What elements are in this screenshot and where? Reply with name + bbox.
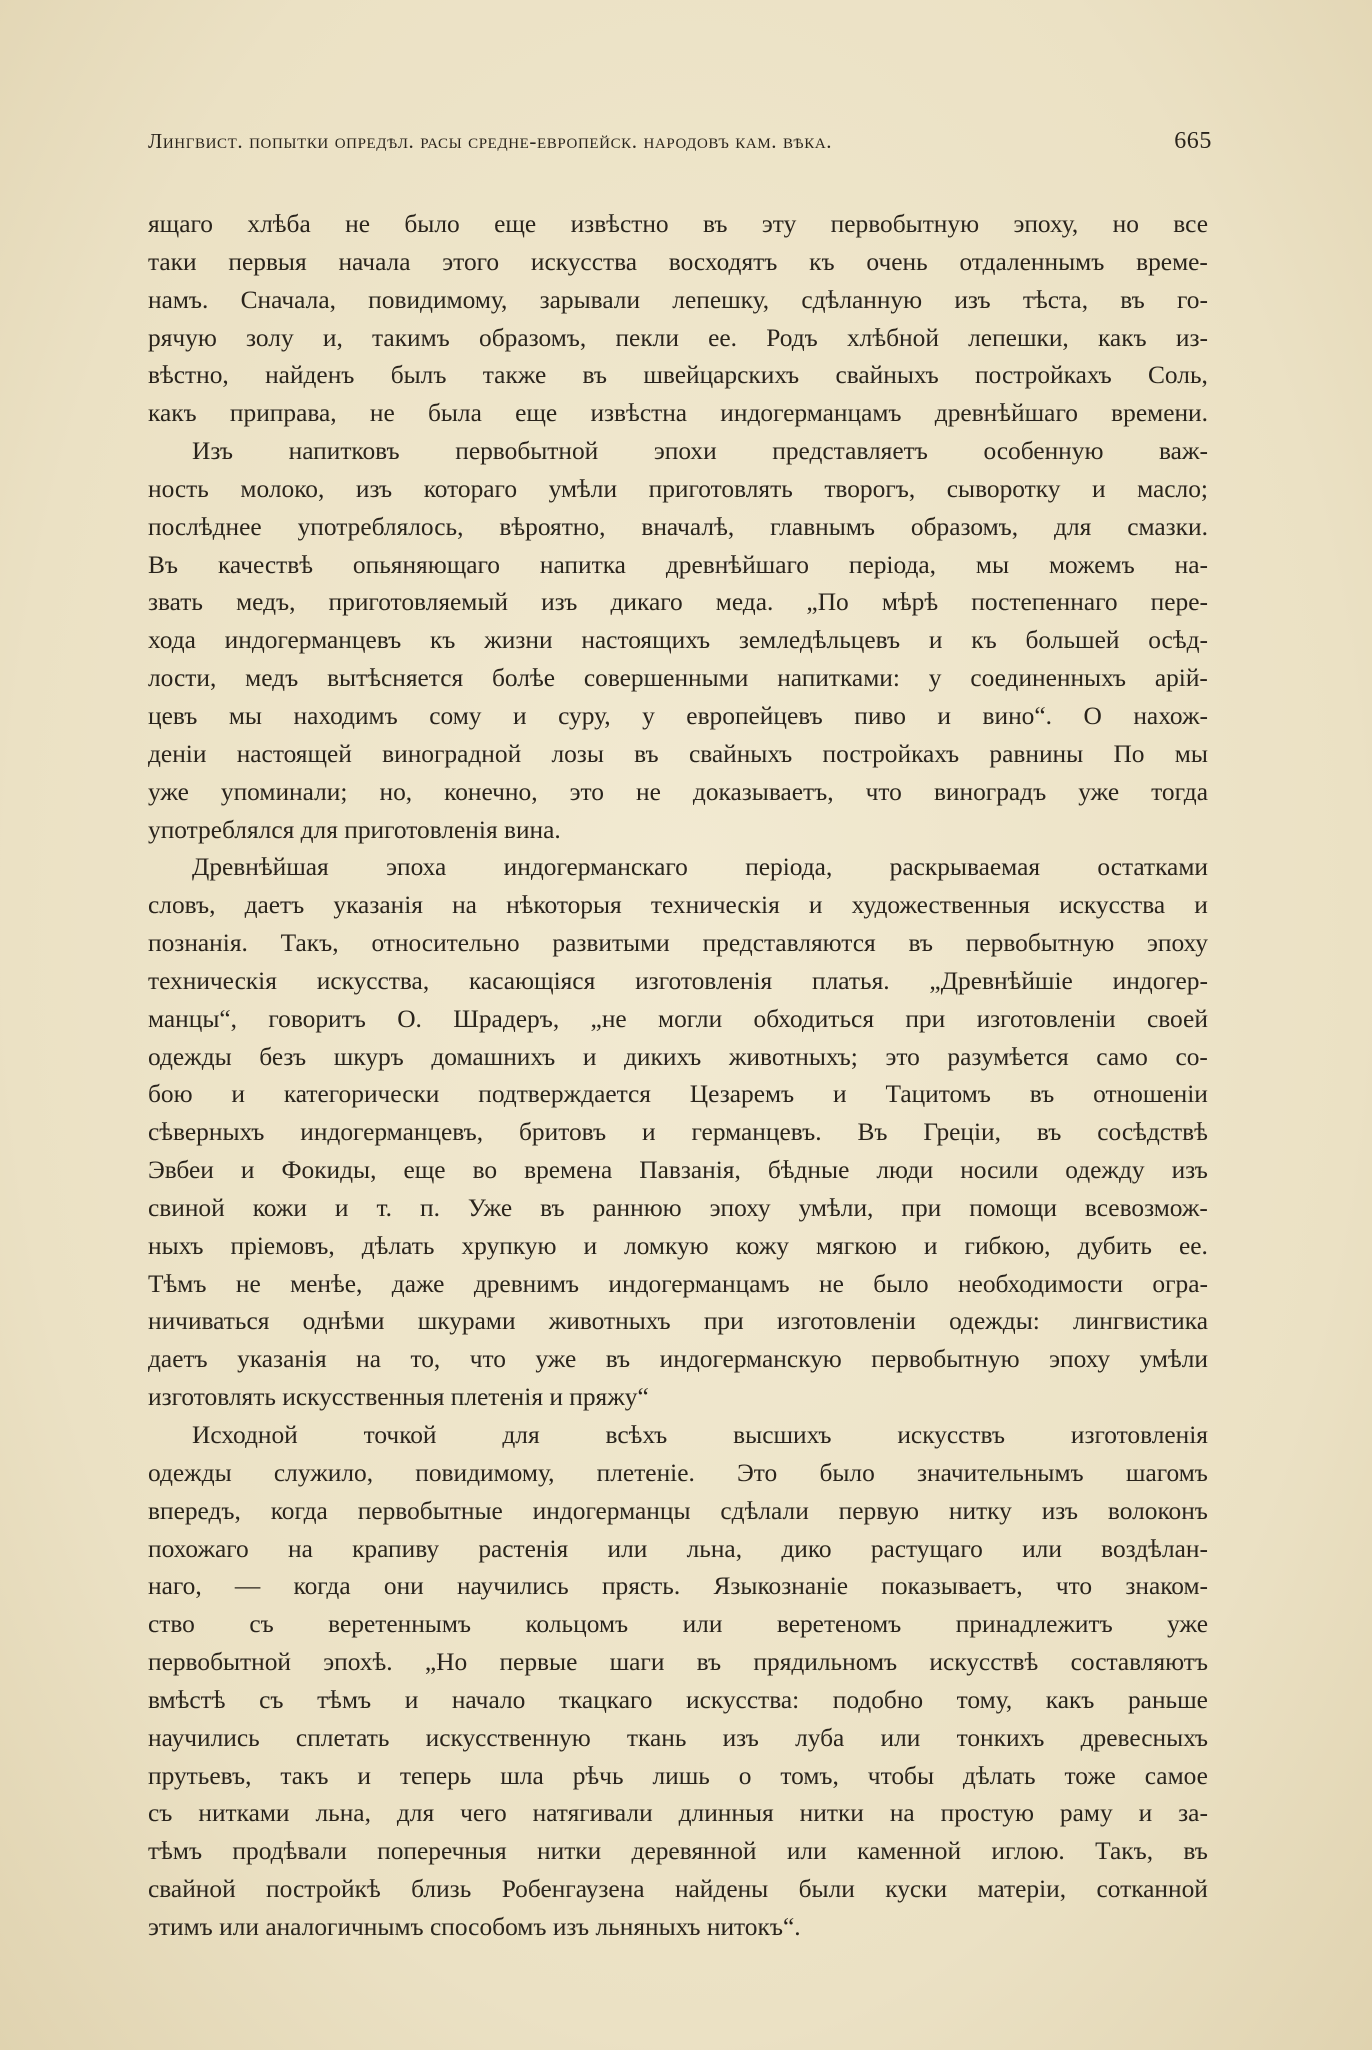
page-number: 665 (1174, 128, 1212, 154)
text-line: звать медъ, приготовляемый изъ дикаго меда. „По мѣрѣ постепеннаго пере- (148, 588, 1208, 617)
text-line: наго, — когда они научились прясть. Языкознаніе показываетъ, что знаком- (148, 1572, 1208, 1601)
running-header (148, 128, 1212, 155)
paragraph-last-line: изготовлять искусственныя плетенія и пряжу“ (148, 1383, 649, 1412)
text-line: цевъ мы находимъ сому и суру, у европейцевъ пиво и вино“. О нахож- (148, 701, 1208, 730)
text-line: ство съ веретеннымъ кольцомъ или веретеномъ принадлежитъ уже (148, 1610, 1208, 1639)
text-line: Эвбеи и Фокиды, еще во времена Павзанія, бѣдные люди носили одежду изъ (148, 1156, 1208, 1185)
text-line: даетъ указанія на то, что уже въ индогерманскую первобытную эпоху умѣли (148, 1345, 1208, 1374)
text-line: словъ, даетъ указанія на нѣкоторыя техническія и художественныя искусства и (148, 891, 1208, 920)
text-line: бою и категорически подтверждается Цезаремъ и Тацитомъ въ отношеніи (148, 1080, 1208, 1109)
text-line: деніи настоящей виноградной лозы въ свайныхъ постройкахъ равнины По мы (148, 739, 1208, 768)
text-line: уже упоминали; но, конечно, это не доказываетъ, что виноградъ уже тогда (148, 777, 1208, 806)
text-line: ничиваться однѣми шкурами животныхъ при изготовленіи одежды: лингвистика (148, 1307, 1208, 1336)
text-line: ящаго хлѣба не было еще извѣстно въ эту первобытную эпоху, но все (148, 210, 1208, 238)
text-line: прутьевъ, такъ и теперь шла рѣчь лишь о томъ, чтобы дѣлать тоже самое (148, 1761, 1208, 1790)
text-line: похожаго на крапиву растенія или льна, дико растущаго или воздѣлан- (148, 1534, 1208, 1563)
body-text (148, 206, 1208, 1947)
text-line: лости, медъ вытѣсняется болѣе совершенными напитками: у соединенныхъ арій- (148, 664, 1208, 693)
text-line: рячую золу и, такимъ образомъ, пекли ее. Родъ хлѣбной лепешки, какъ из- (148, 323, 1208, 352)
text-line: свайной постройкѣ близь Робенгаузена найдены были куски матеріи, сотканной (148, 1875, 1208, 1904)
text-line: какъ приправа, не была еще извѣстна индогерманцамъ древнѣйшаго времени. (148, 399, 1208, 428)
text-line: сѣверныхъ индогерманцевъ, бритовъ и германцевъ. Въ Греціи, въ сосѣдствѣ (148, 1118, 1208, 1147)
text-line: одежды служило, повидимому, плетеніе. Это было значительнымъ шагомъ (148, 1458, 1208, 1487)
text-line: вмѣстѣ съ тѣмъ и начало ткацкаго искусства: подобно тому, какъ раньше (148, 1685, 1208, 1714)
text-line: техническія искусства, касающіяся изготовленія платья. „Древнѣйшіе индогер- (148, 966, 1208, 995)
text-line: впередъ, когда первобытные индогерманцы сдѣлали первую нитку изъ волоконъ (148, 1496, 1208, 1525)
text-line: намъ. Сначала, повидимому, зарывали лепешку, сдѣланную изъ тѣста, въ го- (148, 285, 1208, 314)
text-line: первобытной эпохѣ. „Но первые шаги въ прядильномъ искусствѣ составляютъ (148, 1648, 1208, 1677)
text-line: таки первыя начала этого искусства восходятъ къ очень отдаленнымъ време- (148, 247, 1208, 276)
running-title: Лингвист. попытки опредѣл. расы средне-европейск. народовъ кам. вѣка. (148, 129, 833, 153)
text-line: одежды безъ шкуръ домашнихъ и дикихъ животныхъ; это разумѣется само со- (148, 1042, 1208, 1071)
text-line: научились сплетать искусственную ткань изъ луба или тонкихъ древесныхъ (148, 1723, 1208, 1752)
paragraph-last-line: этимъ или аналогичнымъ способомъ изъ льняныхъ нитокъ“. (148, 1912, 801, 1941)
text-line: ныхъ пріемовъ, дѣлать хрупкую и ломкую кожу мягкою и гибкою, дубить ее. (148, 1231, 1208, 1260)
text-line: свиной кожи и т. п. Уже въ раннюю эпоху умѣли, при помощи всевозмож- (148, 1193, 1208, 1222)
text-line: хода индогерманцевъ къ жизни настоящихъ земледѣльцевъ и къ большей осѣд- (148, 626, 1208, 655)
text-line: познанія. Такъ, относительно развитыми представляются въ первобытную эпоху (148, 929, 1208, 958)
paragraph-first-line: Древнѣйшая эпоха индогерманскаго періода, раскрываемая остатками (192, 853, 1208, 882)
text-line: манцы“, говоритъ О. Шрадеръ, „не могли обходиться при изготовленіи своей (148, 1004, 1208, 1033)
text-line: Тѣмъ не менѣе, даже древнимъ индогерманцамъ не было необходимости огра- (148, 1269, 1208, 1298)
text-line: съ нитками льна, для чего натягивали длинныя нитки на простую раму и за- (148, 1799, 1208, 1828)
text-line: ность молоко, изъ котораго умѣли приготовлять творогъ, сыворотку и масло; (148, 474, 1208, 503)
paragraph-first-line: Изъ напитковъ первобытной эпохи представляетъ особенную важ- (192, 437, 1208, 466)
text-line: Въ качествѣ опьяняющаго напитка древнѣйшаго періода, мы можемъ на- (148, 550, 1208, 579)
paragraph-last-line: употреблялся для приготовленія вина. (148, 815, 561, 844)
text-line: вѣстно, найденъ былъ также въ швейцарскихъ свайныхъ постройкахъ Соль, (148, 361, 1208, 390)
paragraph-first-line: Исходной точкой для всѣхъ высшихъ искусствъ изготовленія (192, 1421, 1208, 1449)
text-line: послѣднее употреблялось, вѣроятно, вначалѣ, главнымъ образомъ, для смазки. (148, 512, 1208, 541)
text-line: тѣмъ продѣвали поперечныя нитки деревянной или каменной иглою. Такъ, въ (148, 1837, 1208, 1866)
